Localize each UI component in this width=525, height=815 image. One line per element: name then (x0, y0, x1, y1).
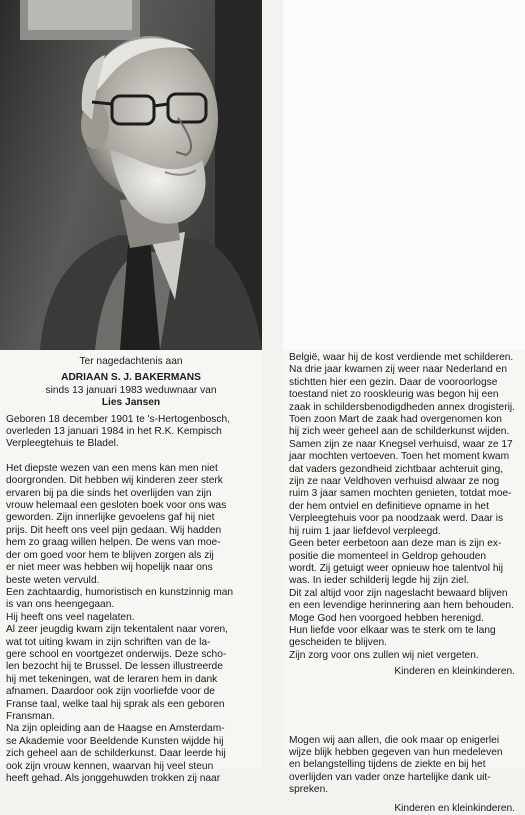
text-line: Na drie jaar kwamen zij weer naar Nederland en (289, 364, 508, 376)
text-line: Franse taal, welke taal hij sprak als een geboren (6, 698, 225, 710)
text-line: Al zeer jeugdig kwam zijn tekentalent naar voren, (6, 624, 228, 636)
left-text (6, 356, 256, 785)
text-line: Fransman. (6, 710, 55, 722)
text-line: stichtten hier een gezin. Daar de vooroorlogse (289, 376, 498, 388)
text-line: zaak in schildersbenodigdheden annex drogisterij. (289, 401, 515, 413)
paragraph (289, 538, 519, 588)
birth-line: Verpleegtehuis te Bladel. (6, 438, 119, 450)
text-line: Hij heeft ons veel nagelaten. (6, 611, 135, 623)
paragraph (289, 613, 519, 625)
text-line: doorgronden. Dit hebben wij kinderen zeer sterk (6, 475, 223, 487)
text-line: gescheiden te blijven. (289, 637, 387, 649)
right-column (283, 350, 525, 814)
thanks-line: Mogen wij aan allen, die ook maar op enigerlei (289, 734, 500, 746)
text-line: dat vaders gezondheid zichtbaar achteruit ging, (289, 463, 504, 475)
text-line: heeft gehad. Als jonggehuwden trokken zij naar (6, 773, 221, 784)
paragraph (6, 587, 256, 612)
paragraph (6, 463, 256, 587)
text-line: Na zijn opleiding aan de Haagse en Amsterdam- (6, 723, 225, 735)
thanks-line: overlijden van vader onze hartelijke dank uit- (289, 771, 491, 783)
text-line: Het diepste wezen van een mens kan men niet (6, 462, 218, 474)
text-line: wordt. Zij getuigt weer opnieuw hoe talentvol hij (289, 562, 504, 574)
text-line: Moge God hen voorgoed hebben herenigd. (289, 612, 484, 624)
text-line: se Akademie voor Beeldende Kunsten wijdde hij (6, 735, 224, 747)
right-paragraphs (289, 352, 519, 662)
text-line: beste weten vervuld. (6, 574, 100, 586)
text-line: len bezocht hij te Brussel. De lessen illustreerde (6, 661, 223, 673)
text-line: Hun liefde voor elkaar was te sterk om te lang (289, 624, 496, 636)
heading: Ter nagedachtenis aan (79, 356, 183, 367)
paragraph (6, 612, 256, 624)
text-line: ervaren bij pa die sinds het overlijden van zijn (6, 487, 212, 499)
text-line: hij met tekeningen, wat de leraren hem in dank (6, 673, 218, 685)
thanks-line: en belangstelling tijdens de ziekte en bij het (289, 759, 486, 771)
birth-info (6, 414, 256, 451)
text-line: Dit zal altijd voor zijn nageslacht bewaard blijven (289, 587, 508, 599)
thanks-paragraph (289, 735, 519, 797)
portrait-image (0, 0, 262, 350)
paragraph (6, 723, 256, 785)
text-line: positie die momenteel in Geldrop gehouden (289, 550, 487, 562)
right-text (289, 352, 519, 815)
text-line: geworden. Zijn innerlijke gevoelens gaf hij niet (6, 512, 215, 524)
text-line: en een levendige herinnering aan hem behouden. (289, 600, 514, 612)
text-line: zijn ze naar Veldhoven verhuisd alwaar ze nog (289, 476, 500, 488)
text-line: hij zich weer geheel aan de schilderkunst wijden. (289, 426, 510, 438)
text-line: Samen zijn ze naar Knegsel verhuisd, waar ze 17 (289, 438, 513, 450)
widower-line: sinds 13 januari 1983 weduwnaar van (45, 384, 217, 396)
text-line: der om goed voor hem te blijven zorgen als zij (6, 549, 214, 561)
text-line: was. In ieder schilderij legde hij zijn ziel. (289, 575, 470, 587)
text-line: Geen beter eerbetoon aan deze man is zijn ex- (289, 538, 502, 550)
text-line: hem zo graag willen helpen. De wens van moe- (6, 537, 221, 549)
deceased-name: ADRIAAN S. J. BAKERMANS (61, 372, 201, 384)
portrait-photo (0, 0, 262, 350)
paragraph (289, 352, 519, 538)
birth-line: Geboren 18 december 1901 te 's-Hertogenbosch, (6, 413, 230, 425)
text-line: ruim 3 jaar samen mochten genieten, totdat moe- (289, 488, 512, 500)
left-paragraphs (6, 463, 256, 786)
text-line: Zijn zorg voor ons zullen wij niet vergeten. (289, 649, 479, 661)
paragraph (289, 625, 519, 650)
text-line: vrouw helemaal een gesloten boek voor ons was (6, 500, 227, 512)
text-line: hij ruim 1 jaar liefdevol verpleegd. (289, 525, 441, 537)
text-line: toestand niet zo rooskleurig was begon hij een (289, 389, 499, 401)
thanks-line: wijze blijk hebben gegeven van hun medeleven (289, 746, 503, 758)
text-line: prijs. Dit heeft ons veel pijn gedaan. Wij hadden (6, 524, 222, 536)
birth-line: overleden 13 januari 1984 in het R.K. Kempisch (6, 426, 222, 438)
paragraph (289, 650, 519, 662)
text-line: wat tot uiting kwam in zijn schriften van de la- (6, 636, 211, 648)
signature-1: Kinderen en kleinkinderen. (394, 666, 515, 678)
text-line: jaar mochten vertoeven. Toen het moment kwam (289, 451, 510, 463)
text-line: Verpleegtehuis voor pa noodzaak werd. Daar is (289, 513, 504, 525)
paragraph (6, 624, 256, 723)
text-line: Toen zoon Mart de zaak had overgenomen kon (289, 414, 502, 426)
text-line: ook zijn vrouw kennen, waarvan hij veel steun (6, 760, 214, 772)
text-line: Een zachtaardig, humoristisch en kunstzinnig man (6, 586, 234, 598)
text-line: er niet meer was hebben wij hopelijk naar ons (6, 562, 213, 574)
thanks-line: spreken. (289, 784, 329, 796)
text-line: België, waar hij de kost verdiende met schilderen. (289, 352, 514, 363)
text-line: der hem ontviel en definitieve opname in het (289, 500, 489, 512)
text-line: zich geheel aan de schilderkunst. Daar leerde hij (6, 748, 226, 760)
signature-2: Kinderen en kleinkinderen. (394, 802, 515, 814)
left-column (0, 350, 262, 784)
paragraph (289, 588, 519, 613)
text-line: gere school en voortgezet onderwijs. Deze scho- (6, 648, 227, 660)
text-line: afnamen. Daardoor ook zijn voorliefde voor de (6, 686, 215, 698)
widow-name: Lies Jansen (101, 397, 161, 409)
text-line: is van ons heengegaan. (6, 599, 115, 611)
blank-area (283, 0, 525, 350)
